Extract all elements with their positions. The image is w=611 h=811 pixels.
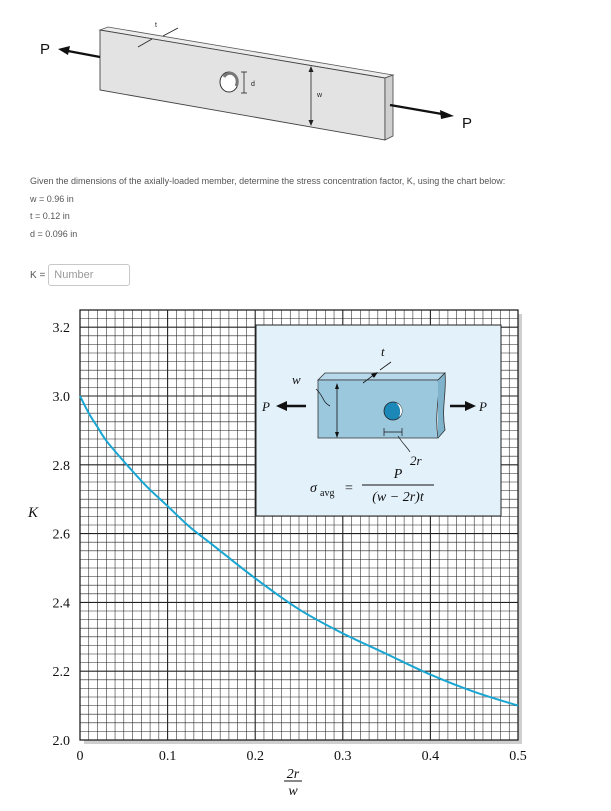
inset-left-force: P [262, 399, 270, 414]
formula-denominator: (w − 2r)t [372, 490, 424, 505]
right-force-label: P [462, 115, 473, 132]
given-t: t = 0.12 in [30, 211, 70, 221]
y-tick-label: 2.0 [52, 734, 70, 749]
given-w: w = 0.96 in [30, 194, 74, 204]
inset-plate-top [318, 373, 445, 380]
y-tick-label: 2.4 [52, 596, 70, 612]
t-label: t [155, 22, 157, 29]
x-tick-label: 0.3 [334, 749, 352, 764]
inset-right-force: P [479, 399, 487, 414]
inset-hole [384, 402, 402, 420]
y-tick-label: 2.6 [52, 527, 70, 543]
left-force-label: P [40, 41, 51, 58]
w-label: w [317, 92, 323, 99]
x-axis-label-denominator: w [288, 784, 298, 799]
formula-sigma-sub: avg [320, 488, 335, 499]
x-tick-label: 0.2 [246, 749, 264, 764]
formula-sigma: σ [310, 481, 317, 496]
x-tick-label: 0.4 [421, 749, 440, 764]
y-tick-label: 2.8 [52, 458, 70, 474]
x-tick-label: 0.1 [158, 749, 177, 764]
given-d: d = 0.096 in [30, 229, 78, 239]
formula-numerator: P [393, 467, 403, 482]
x-tick-label: 0 [76, 749, 84, 764]
x-tick-label: 0.5 [509, 749, 527, 764]
inset-t-label: t [381, 344, 385, 359]
inset-diagram [256, 325, 501, 516]
inset-w-label: w [292, 372, 301, 387]
question-prompt: Given the dimensions of the axially-loaded member, determine the stress concentration factor, K, using the chart below: [30, 176, 506, 186]
y-tick-label: 3.0 [52, 390, 70, 405]
y-tick-label: 2.2 [52, 665, 70, 681]
d-label: d [251, 81, 255, 88]
x-axis-label-numerator: 2r [286, 767, 300, 782]
inset-2r-label: 2r [410, 453, 422, 468]
k-label: K = [30, 269, 46, 281]
formula-equals: = [345, 481, 353, 496]
y-tick-label: 3.2 [52, 321, 70, 337]
y-axis-label: K [28, 505, 39, 521]
